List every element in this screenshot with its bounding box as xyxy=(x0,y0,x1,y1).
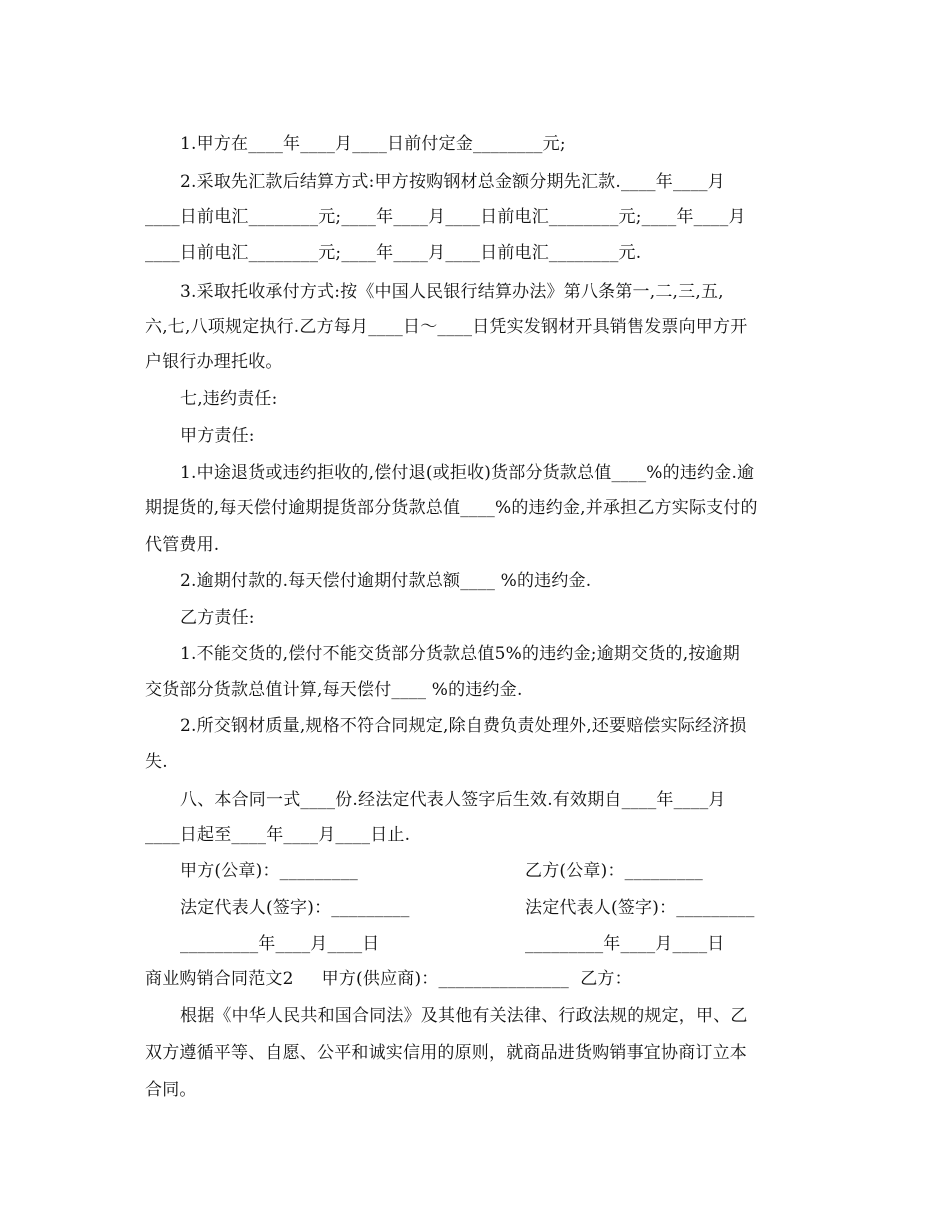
party-b-liability-2-line-2: 失. xyxy=(145,752,168,772)
party-a-liability-1-line-3: 代管费用. xyxy=(145,535,220,555)
deposit-clause: 1.甲方在____年____月____日前付定金________元; xyxy=(180,134,566,154)
remittance-clause-line-3: ____日前电汇________元;____年____月____日前电汇________元. xyxy=(145,243,642,263)
party-a-liability-heading: 甲方责任: xyxy=(180,426,255,446)
preamble-line-2: 双方遵循平等、自愿、公平和诚实信用的原则，就商品进货购销事宜协商订立本 xyxy=(145,1043,747,1063)
party-b-date-field: _________年____月____日 xyxy=(525,934,725,954)
contract-validity-line: ____日起至____年____月____日止. xyxy=(145,825,411,845)
party-a-liability-1-line-2: 期提货的,每天偿付逾期提货部分货款总值____%的违约金,并承担乙方实际支付的 xyxy=(145,498,758,518)
collection-clause: 3.采取托收承付方式:按《中国人民银行结算办法》第八条第一,二,三,五, xyxy=(180,282,724,302)
collection-clause-line-3: 户银行办理托收。 xyxy=(145,352,283,372)
preamble-line-3: 合同。 xyxy=(145,1080,197,1100)
remittance-clause-line-2: ____日前电汇________元;____年____月____日前电汇________元;____年____月 xyxy=(145,207,746,227)
party-a-representative-field: 法定代表人(签字)：_________ xyxy=(180,898,410,918)
party-b-liability-2: 2.所交钢材质量,规格不符合同规定,除自费负责处理外,还要赔偿实际经济损 xyxy=(180,716,747,736)
party-b-liability-1: 1.不能交货的,偿付不能交货部分货款总值5%的违约金;逾期交货的,按逾期 xyxy=(180,644,740,664)
breach-liability-heading: 七,违约责任: xyxy=(180,389,278,409)
preamble-line-1: 根据《中华人民共和国合同法》及其他有关法律、行政法规的规定，甲、乙 xyxy=(180,1006,748,1026)
collection-clause-line-2: 六,七,八项规定执行.乙方每月____日～____日凭实发钢材开具销售发票向甲方开 xyxy=(145,317,748,337)
party-a-liability-2: 2.逾期付款的.每天偿付逾期付款总额____ %的违约金. xyxy=(180,571,592,591)
party-b-representative-field: 法定代表人(签字)：_________ xyxy=(525,898,755,918)
party-a-date-field: _________年____月____日 xyxy=(180,934,380,954)
party-b-liability-heading: 乙方责任: xyxy=(180,608,255,628)
next-contract-heading: 商业购销合同范文2 甲方(供应商)：_______________ 乙方： xyxy=(145,969,632,989)
party-a-liability-1: 1.中途退货或违约拒收的,偿付退(或拒收)货部分货款总值____%的违约金.逾 xyxy=(180,463,755,483)
party-b-seal-field: 乙方(公章)：_________ xyxy=(525,861,703,881)
contract-copies-clause: 八、本合同一式____份.经法定代表人签字后生效.有效期自____年____月 xyxy=(180,790,726,810)
party-b-liability-1-line-2: 交货部分货款总值计算,每天偿付____ %的违约金. xyxy=(145,680,523,700)
party-a-seal-field: 甲方(公章)：_________ xyxy=(180,861,358,881)
remittance-clause: 2.采取先汇款后结算方式:甲方按购钢材总金额分期先汇款.____年____月 xyxy=(180,172,725,192)
